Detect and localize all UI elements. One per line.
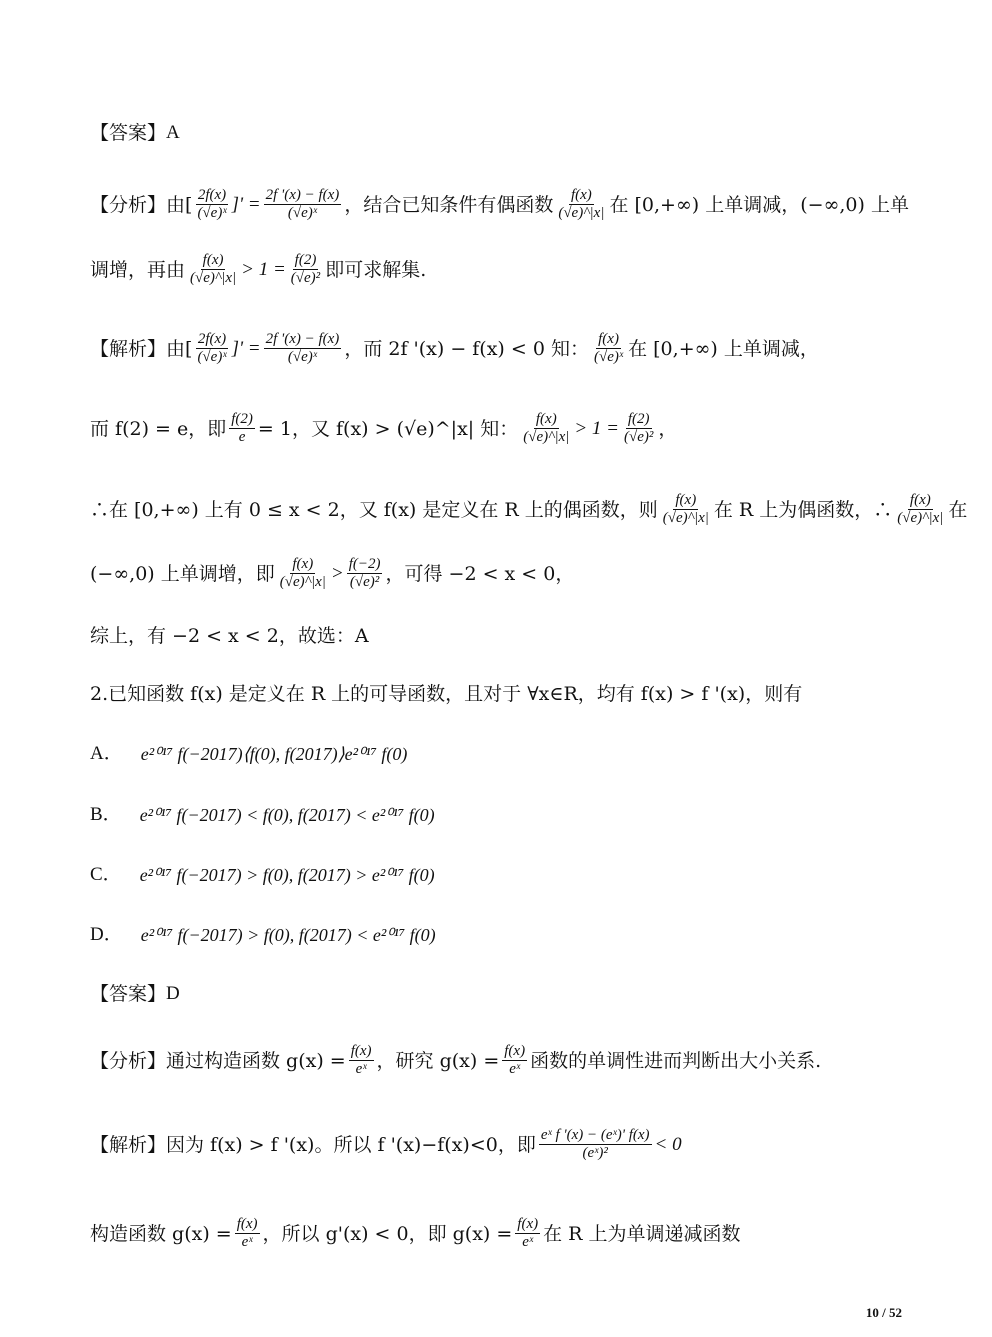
question-text: 2.已知函数 f(x) 是定义在 R 上的可导函数，且对于 ∀x∈R，均有 f(x) > f '(x)，则有 bbox=[90, 683, 803, 705]
fraction bbox=[347, 556, 383, 591]
analysis-1-line-1 bbox=[90, 187, 932, 222]
numerator: f(x) bbox=[517, 1216, 539, 1232]
numerator: f(x) bbox=[236, 1216, 258, 1232]
text: 由[ bbox=[166, 337, 193, 360]
text: > bbox=[330, 562, 344, 584]
fraction bbox=[661, 492, 711, 527]
numerator: 2f '(x) − f(x) bbox=[265, 187, 340, 203]
text: 函数的单调性进而判断出大小关系. bbox=[530, 1049, 822, 1072]
numerator: f(2) bbox=[627, 411, 650, 427]
numerator: f(x) bbox=[504, 1043, 526, 1059]
fraction bbox=[349, 1043, 374, 1078]
text: 因为 f(x) > f '(x)。所以 f '(x)−f(x)<0，即 bbox=[166, 1133, 536, 1156]
answer-label: 【答案】 bbox=[90, 983, 167, 1005]
denominator: eˣ bbox=[509, 1061, 521, 1077]
fraction bbox=[278, 556, 328, 591]
solution-1-conclusion bbox=[90, 622, 932, 650]
numerator: 2f(x) bbox=[197, 187, 227, 203]
text: ]' = bbox=[231, 337, 261, 359]
text: 而 f(2) = e，即 bbox=[90, 417, 227, 440]
numerator: f(x) bbox=[598, 331, 619, 347]
text: > 1 = bbox=[574, 417, 620, 439]
text: ，所以 g'(x) < 0，即 g(x) = bbox=[262, 1222, 513, 1245]
fraction bbox=[502, 1043, 527, 1078]
denominator: eˣ bbox=[241, 1234, 253, 1250]
numerator: eˣ f '(x) − (eˣ)' f(x) bbox=[540, 1127, 650, 1143]
text: ，研究 g(x) = bbox=[376, 1049, 500, 1072]
denominator: (√e)ˣ bbox=[197, 205, 227, 221]
option-b bbox=[90, 801, 932, 829]
analysis-label: 【分析】 bbox=[90, 193, 167, 216]
denominator: (√e)ˣ bbox=[287, 349, 318, 365]
text: 即可求解集. bbox=[325, 258, 427, 281]
numerator: 2f '(x) − f(x) bbox=[265, 331, 340, 347]
denominator: (√e)² bbox=[349, 574, 380, 590]
fraction bbox=[622, 411, 655, 446]
fraction bbox=[556, 187, 606, 222]
denominator: (eˣ)² bbox=[582, 1145, 608, 1161]
fraction bbox=[188, 252, 238, 287]
fraction bbox=[289, 252, 322, 287]
option-expression: e²⁰¹⁷ f(−2017) > f(0), f(2017) < e²⁰¹⁷ f(0) bbox=[140, 925, 436, 945]
text: 由[ bbox=[166, 193, 193, 216]
numerator: f(x) bbox=[292, 556, 314, 572]
denominator: e bbox=[238, 429, 246, 445]
text: > 1 = bbox=[241, 258, 286, 280]
option-expression: e²⁰¹⁷ f(−2017)⟨f(0), f(2017)⟩e²⁰¹⁷ f(0) bbox=[140, 744, 408, 764]
denominator: (√e)^|x| bbox=[558, 205, 605, 221]
option-label: A． bbox=[90, 743, 123, 764]
solution-1-line-2 bbox=[90, 411, 932, 446]
numerator: f(2) bbox=[294, 252, 317, 268]
answer-2 bbox=[90, 980, 932, 1008]
analysis-2 bbox=[90, 1043, 932, 1078]
text: 在 R 上为单调递减函数 bbox=[543, 1222, 741, 1245]
denominator: (√e)^|x| bbox=[523, 429, 570, 445]
text: < 0 bbox=[654, 1133, 682, 1155]
numerator: f(2) bbox=[231, 411, 253, 427]
text: 构造函数 g(x) = bbox=[90, 1222, 232, 1245]
text: ， bbox=[658, 417, 678, 440]
denominator: (√e)ˣ bbox=[197, 349, 227, 365]
solution-1-line-3 bbox=[90, 492, 968, 527]
answer-value: A bbox=[166, 122, 180, 143]
denominator: (√e)ˣ bbox=[593, 349, 624, 365]
numerator: f(x) bbox=[675, 492, 697, 508]
solution-1-line-4 bbox=[90, 556, 932, 591]
text: 通过构造函数 g(x) = bbox=[166, 1049, 346, 1072]
answer-label: 【答案】 bbox=[90, 122, 167, 144]
fraction bbox=[264, 187, 342, 222]
fraction bbox=[264, 331, 342, 366]
text: 综上，有 −2 < x < 2，故选：A bbox=[90, 625, 369, 647]
text: (−∞,0) 上单调增，即 bbox=[90, 562, 275, 585]
option-c bbox=[90, 861, 932, 889]
page-number: 10 / 52 bbox=[865, 1305, 902, 1320]
text: ]' = bbox=[231, 193, 261, 215]
analysis-1-line-2 bbox=[90, 252, 932, 287]
denominator: (√e)ˣ bbox=[287, 205, 318, 221]
fraction bbox=[195, 187, 228, 222]
text: 在 bbox=[948, 498, 968, 521]
option-expression: e²⁰¹⁷ f(−2017) < f(0), f(2017) < e²⁰¹⁷ f(0) bbox=[139, 805, 435, 825]
analysis-label: 【分析】 bbox=[90, 1049, 167, 1072]
text: = 1，又 f(x) > (√e)^|x| 知： bbox=[257, 417, 519, 440]
denominator: (√e)^|x| bbox=[279, 574, 326, 590]
solution-1-line-1 bbox=[90, 331, 932, 366]
numerator: f(x) bbox=[909, 492, 931, 508]
fraction bbox=[521, 411, 571, 446]
denominator: (√e)² bbox=[624, 429, 654, 445]
text: 在 [0,+∞) 上单调减， bbox=[628, 337, 819, 360]
numerator: f(x) bbox=[535, 411, 557, 427]
text: ∴在 [0,+∞) 上有 0 ≤ x < 2，又 f(x) 是定义在 R 上的偶函数，则 bbox=[90, 498, 658, 521]
text: ，可得 −2 < x < 0， bbox=[385, 562, 575, 585]
answer-value: D bbox=[166, 983, 180, 1004]
fraction bbox=[229, 411, 255, 446]
fraction bbox=[895, 492, 945, 527]
numerator: f(x) bbox=[570, 187, 592, 203]
text: ，而 2f '(x) − f(x) < 0 知： bbox=[344, 337, 589, 360]
solution-label: 【解析】 bbox=[90, 1133, 167, 1156]
denominator: (√e)^|x| bbox=[662, 510, 709, 526]
denominator: (√e)^|x| bbox=[897, 510, 944, 526]
solution-2-line-1 bbox=[90, 1127, 932, 1162]
denominator: (√e)^|x| bbox=[190, 270, 237, 286]
option-label: C． bbox=[90, 864, 122, 885]
question-2-stem bbox=[90, 680, 932, 708]
solution-label: 【解析】 bbox=[90, 337, 167, 360]
numerator: f(−2) bbox=[348, 556, 381, 572]
text: ，结合已知条件有偶函数 bbox=[344, 193, 554, 216]
numerator: f(x) bbox=[202, 252, 224, 268]
answer-1 bbox=[90, 119, 932, 147]
fraction bbox=[515, 1216, 540, 1251]
denominator: (√e)² bbox=[290, 270, 321, 286]
fraction bbox=[235, 1216, 260, 1251]
option-d bbox=[90, 921, 932, 949]
fraction bbox=[195, 331, 228, 366]
numerator: f(x) bbox=[350, 1043, 372, 1059]
solution-2-line-2 bbox=[90, 1216, 932, 1251]
option-expression: e²⁰¹⁷ f(−2017) > f(0), f(2017) > e²⁰¹⁷ f(0) bbox=[139, 865, 435, 885]
option-a bbox=[90, 740, 932, 768]
numerator: 2f(x) bbox=[197, 331, 227, 347]
fraction bbox=[592, 331, 625, 366]
text: 在 [0,+∞) 上单调减，(−∞,0) 上单 bbox=[609, 193, 909, 216]
denominator: eˣ bbox=[355, 1061, 367, 1077]
option-label: B． bbox=[90, 804, 122, 825]
text: 调增，再由 bbox=[90, 258, 186, 281]
option-label: D． bbox=[90, 924, 123, 945]
text: 在 R 上为偶函数，∴ bbox=[713, 498, 893, 521]
denominator: eˣ bbox=[522, 1234, 534, 1250]
fraction bbox=[539, 1127, 652, 1162]
